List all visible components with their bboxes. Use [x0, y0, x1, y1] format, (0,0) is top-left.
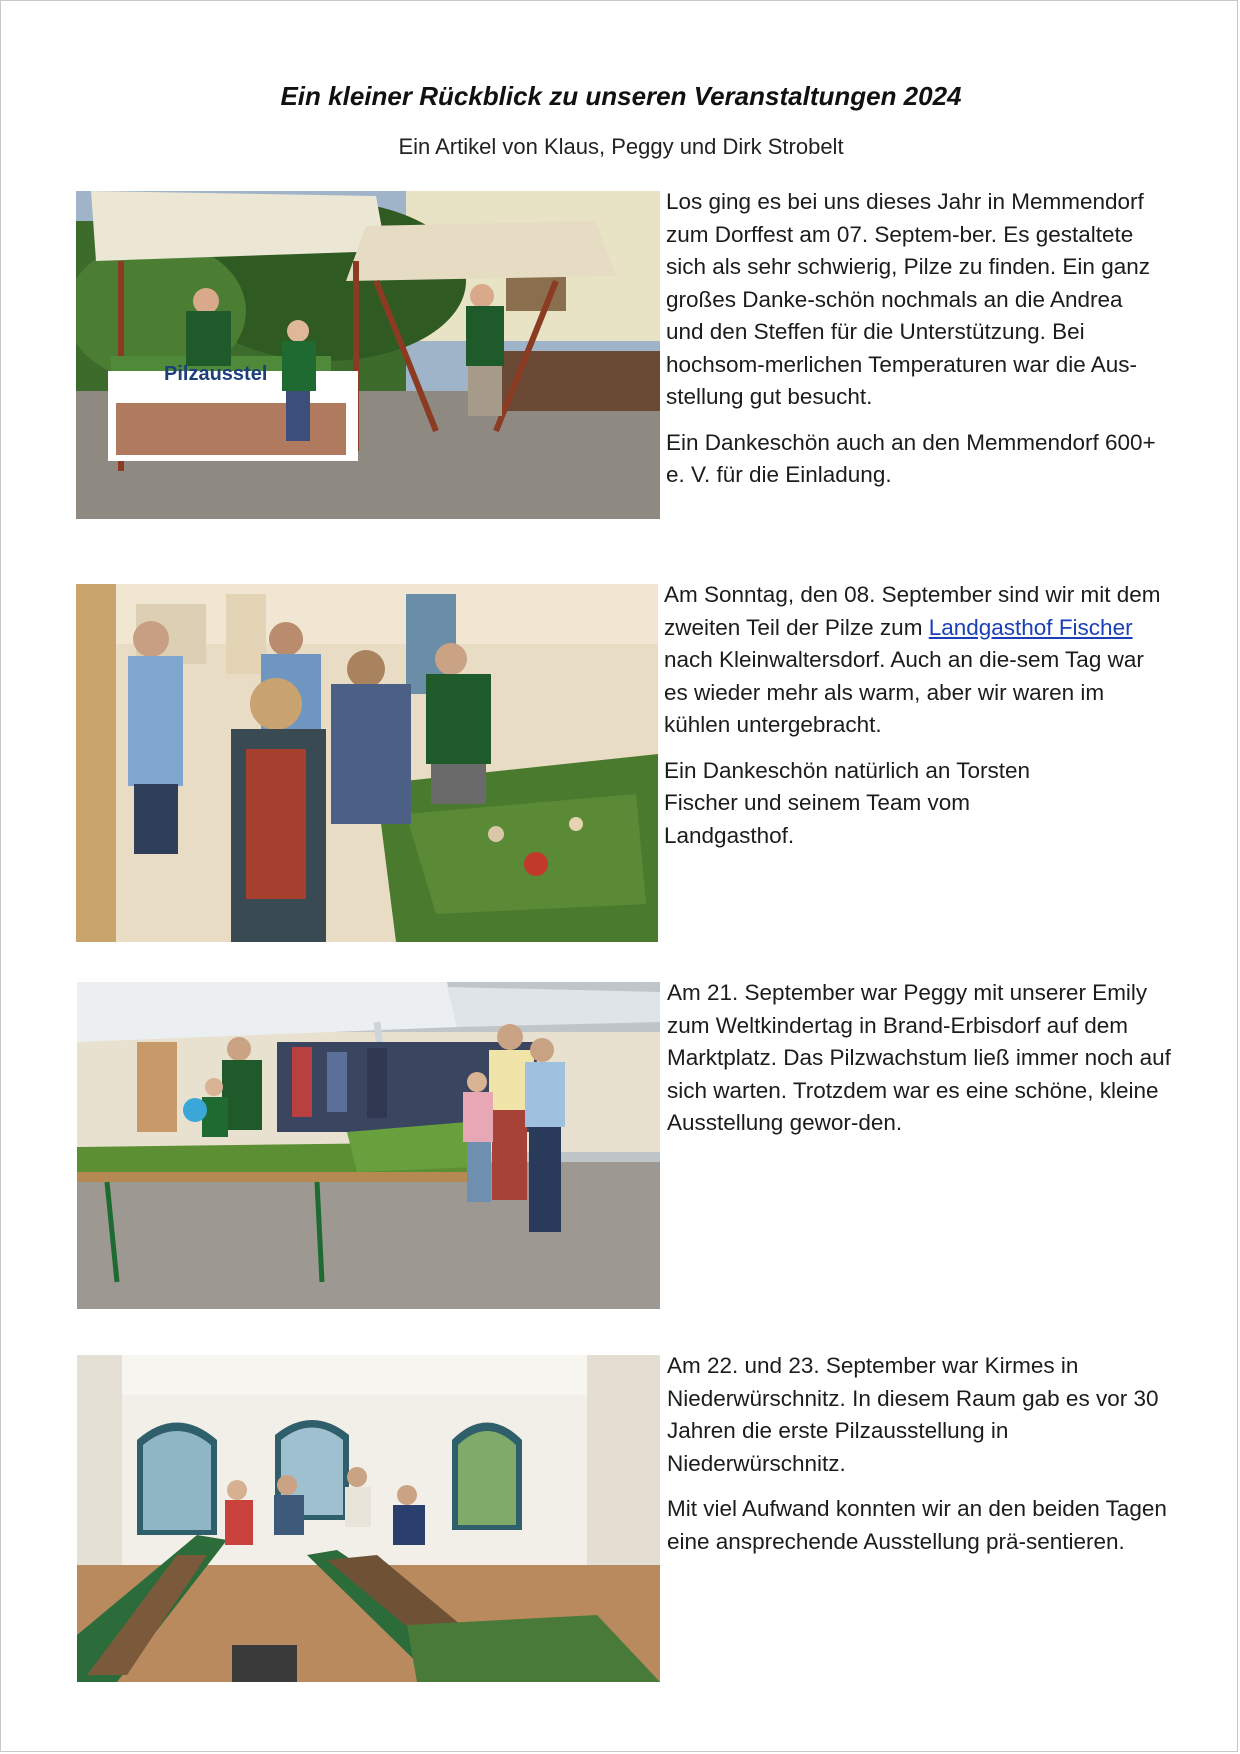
section-3-paragraph: Am 21. September war Peggy mit unserer Emily zum Weltkindertag in Brand-Erbisdorf auf dem Marktplatz. Das Pilzwachstum ließ immer noch auf sich warten. Trotzdem war es eine schöne, kleine Ausstellung gewor-den. — [667, 980, 1171, 1135]
section-3-text — [667, 977, 1172, 1153]
landgasthof-fischer-link[interactable]: Landgasthof Fischer — [928, 614, 1133, 640]
section-2-paragraph: Ein Dankeschön natürlich an Torsten Fischer und seinem Team vom Landgasthof. — [664, 757, 1031, 848]
section-2-text — [664, 579, 1169, 865]
section-4-text — [667, 1350, 1172, 1571]
byline: Ein Artikel von Klaus, Peggy und Dirk Strobelt — [398, 134, 844, 159]
hall-exhibition-photo — [77, 1355, 660, 1682]
section-2-text-before-link: Am Sonntag, den 08. September sind wir mit dem zweiten Teil der Pilze zum — [664, 582, 1161, 640]
section-2-text-after-link: nach Kleinwaltersdorf. Auch an die-sem Tag war es wieder mehr als warm, aber wir waren im kühlen untergebracht. — [664, 647, 1144, 737]
section-2-paragraph — [664, 579, 1169, 742]
section-1-paragraph: Ein Dankeschön auch an den Memmendorf 600+ e. V. für die Einladung. — [666, 429, 1156, 487]
section-1-paragraph: Los ging es bei uns dieses Jahr in Memmendorf zum Dorffest am 07. Septem-ber. Es gestaltete sich als sehr schwierig, Pilze zu finden. Ein ganz großes Danke-schön nochmals an die Andrea und den Steffen für die Unterstützung. Bei hochsom-merlichen Temperaturen war die Aus-stellung gut besucht. — [666, 189, 1150, 409]
page-title: Ein kleiner Rückblick zu unseren Veranstaltungen 2024 — [280, 81, 962, 111]
section-4-paragraph: Am 22. und 23. September war Kirmes in Niederwürschnitz. In diesem Raum gab es vor 30 Jahren die erste Pilzausstellung in Niederwürschnitz. — [667, 1353, 1159, 1476]
outdoor-stall-photo — [76, 191, 660, 519]
section-1-text — [666, 186, 1166, 505]
section-4-paragraph: Mit viel Aufwand konnten wir an den beiden Tagen eine ansprechende Ausstellung prä-sentieren. — [667, 1496, 1167, 1554]
indoor-exhibition-photo — [76, 584, 658, 942]
market-tent-photo — [77, 982, 660, 1309]
banner-text: Pilzausstel — [164, 363, 268, 385]
